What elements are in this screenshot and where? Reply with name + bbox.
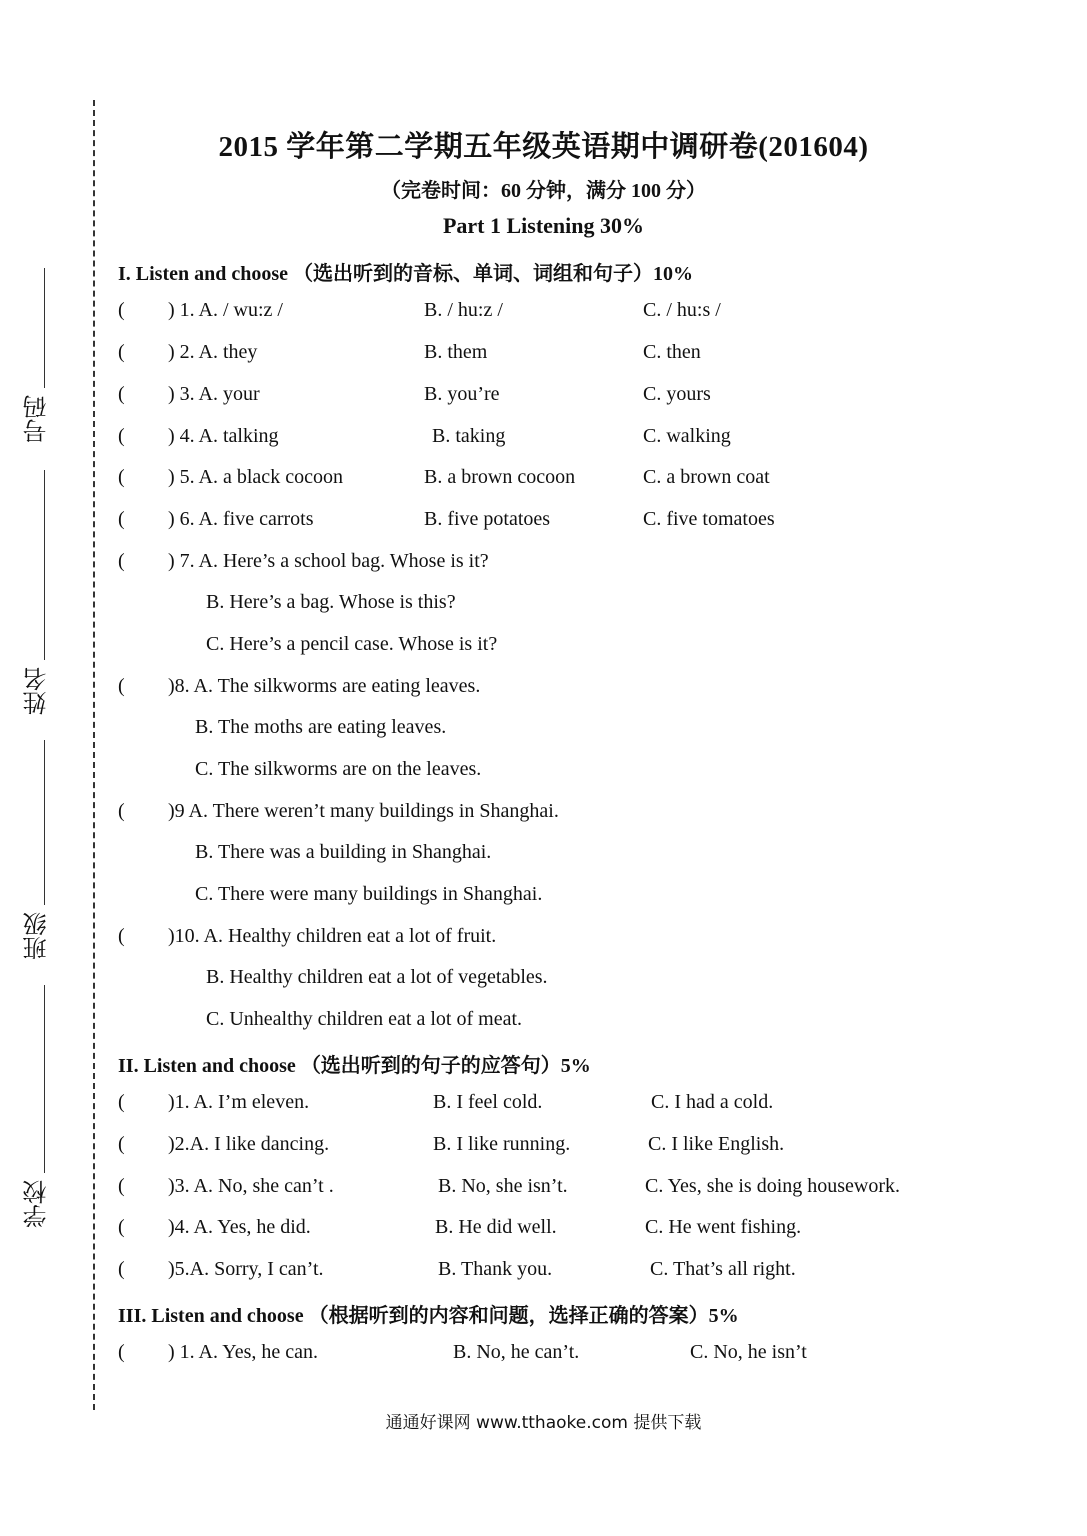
option-c: C. Here’s a pencil case. Whose is it?: [206, 633, 498, 655]
option-b: B. Thank you.: [438, 1258, 553, 1280]
option-a: )5.A. Sorry, I can’t.: [168, 1258, 324, 1280]
answer-blank[interactable]: (: [118, 1216, 125, 1238]
option-a: ) 6. A. five carrots: [168, 508, 314, 530]
option-a: ) 2. A. they: [168, 341, 258, 363]
exam-info: （完卷时间：60 分钟，满分 100 分）: [381, 180, 706, 202]
option-c: C. walking: [643, 425, 731, 447]
option-b: B. / hu:z /: [424, 299, 503, 321]
option-b: B. you’re: [424, 383, 500, 405]
answer-blank[interactable]: (: [118, 1175, 125, 1197]
class-blank-line[interactable]: [44, 740, 45, 905]
option-b: B. Here’s a bag. Whose is this?: [206, 591, 456, 613]
answer-blank[interactable]: (: [118, 1133, 125, 1155]
option-a: )4. A. Yes, he did.: [168, 1216, 311, 1238]
option-c: C. Yes, she is doing housework.: [645, 1175, 901, 1197]
answer-blank[interactable]: (: [118, 550, 125, 572]
answer-blank[interactable]: (: [118, 425, 125, 447]
option-c: C. a brown coat: [643, 466, 770, 488]
answer-blank[interactable]: (: [118, 341, 125, 363]
name-label: 姓名: [23, 667, 51, 715]
option-a: )10. A. Healthy children eat a lot of fruit.: [168, 925, 497, 947]
answer-blank[interactable]: (: [118, 383, 125, 405]
option-c: C. yours: [643, 383, 711, 405]
option-c: C. That’s all right.: [650, 1258, 796, 1280]
option-c: C. / hu:s /: [643, 299, 721, 321]
answer-blank[interactable]: (: [118, 675, 125, 697]
option-b: B. There was a building in Shanghai.: [195, 841, 492, 863]
class-label: 班级: [23, 912, 51, 960]
option-c: C. Unhealthy children eat a lot of meat.: [206, 1008, 523, 1030]
option-b: B. He did well.: [435, 1216, 557, 1238]
option-a: )2.A. I like dancing.: [168, 1133, 330, 1155]
option-a: )3. A. No, she can’t .: [168, 1175, 334, 1197]
answer-blank[interactable]: (: [118, 1341, 125, 1363]
option-b: B. taking: [432, 425, 506, 447]
option-c: C. then: [643, 341, 701, 363]
option-c: C. He went fishing.: [645, 1216, 802, 1238]
option-c: C. There were many buildings in Shanghai.: [195, 883, 543, 905]
answer-blank[interactable]: (: [118, 299, 125, 321]
option-a: ) 1. A. / wu:z /: [168, 299, 283, 321]
section-3-heading: III. Listen and choose （根据听到的内容和问题，选择正确的答案）5%: [118, 1305, 739, 1327]
option-a: ) 7. A. Here’s a school bag. Whose is it?: [168, 550, 489, 572]
answer-blank[interactable]: (: [118, 1091, 125, 1113]
answer-blank[interactable]: (: [118, 925, 125, 947]
school-blank-line[interactable]: [44, 985, 45, 1173]
name-blank-line[interactable]: [44, 470, 45, 660]
option-a: ) 5. A. a black cocoon: [168, 466, 343, 488]
option-a: )8. A. The silkworms are eating leaves.: [168, 675, 481, 697]
option-c: C. I like English.: [648, 1133, 785, 1155]
answer-blank[interactable]: (: [118, 508, 125, 530]
name-field: [22, 470, 62, 720]
option-c: C. The silkworms are on the leaves.: [195, 758, 482, 780]
option-a: )9 A. There weren’t many buildings in Shanghai.: [168, 800, 559, 822]
school-label: 学校: [23, 1180, 51, 1228]
binding-dashed-line: [93, 100, 95, 1410]
option-a: ) 3. A. your: [168, 383, 260, 405]
option-a: )1. A. I’m eleven.: [168, 1091, 310, 1113]
section-1-heading: I. Listen and choose （选出听到的音标、单词、词组和句子）10%: [118, 263, 694, 285]
number-blank-line[interactable]: [44, 268, 45, 388]
option-b: B. Healthy children eat a lot of vegetables.: [206, 966, 548, 988]
option-b: B. The moths are eating leaves.: [195, 716, 447, 738]
option-c: C. I had a cold.: [651, 1091, 774, 1113]
number-field: [22, 268, 62, 448]
option-b: B. I like running.: [433, 1133, 571, 1155]
option-b: B. them: [424, 341, 488, 363]
class-field: [22, 740, 62, 965]
option-b: B. five potatoes: [424, 508, 551, 530]
option-c: C. No, he isn’t: [690, 1341, 807, 1363]
option-b: B. I feel cold.: [433, 1091, 543, 1113]
option-b: B. No, she isn’t.: [438, 1175, 568, 1197]
answer-blank[interactable]: (: [118, 800, 125, 822]
school-field: [22, 985, 62, 1235]
footer-source: 通通好课网 www.tthaoke.com 提供下载: [385, 1413, 702, 1433]
part-heading: Part 1 Listening 30%: [442, 213, 645, 238]
option-a: ) 4. A. talking: [168, 425, 279, 447]
option-b: B. No, he can’t.: [453, 1341, 580, 1363]
option-b: B. a brown cocoon: [424, 466, 576, 488]
section-2-heading: II. Listen and choose （选出听到的句子的应答句）5%: [118, 1055, 591, 1077]
option-c: C. five tomatoes: [643, 508, 775, 530]
option-a: ) 1. A. Yes, he can.: [168, 1341, 318, 1363]
answer-blank[interactable]: (: [118, 466, 125, 488]
page-title: 2015 学年第二学期五年级英语期中调研卷(201604): [218, 131, 869, 163]
number-label: 号码: [23, 395, 51, 443]
answer-blank[interactable]: (: [118, 1258, 125, 1280]
